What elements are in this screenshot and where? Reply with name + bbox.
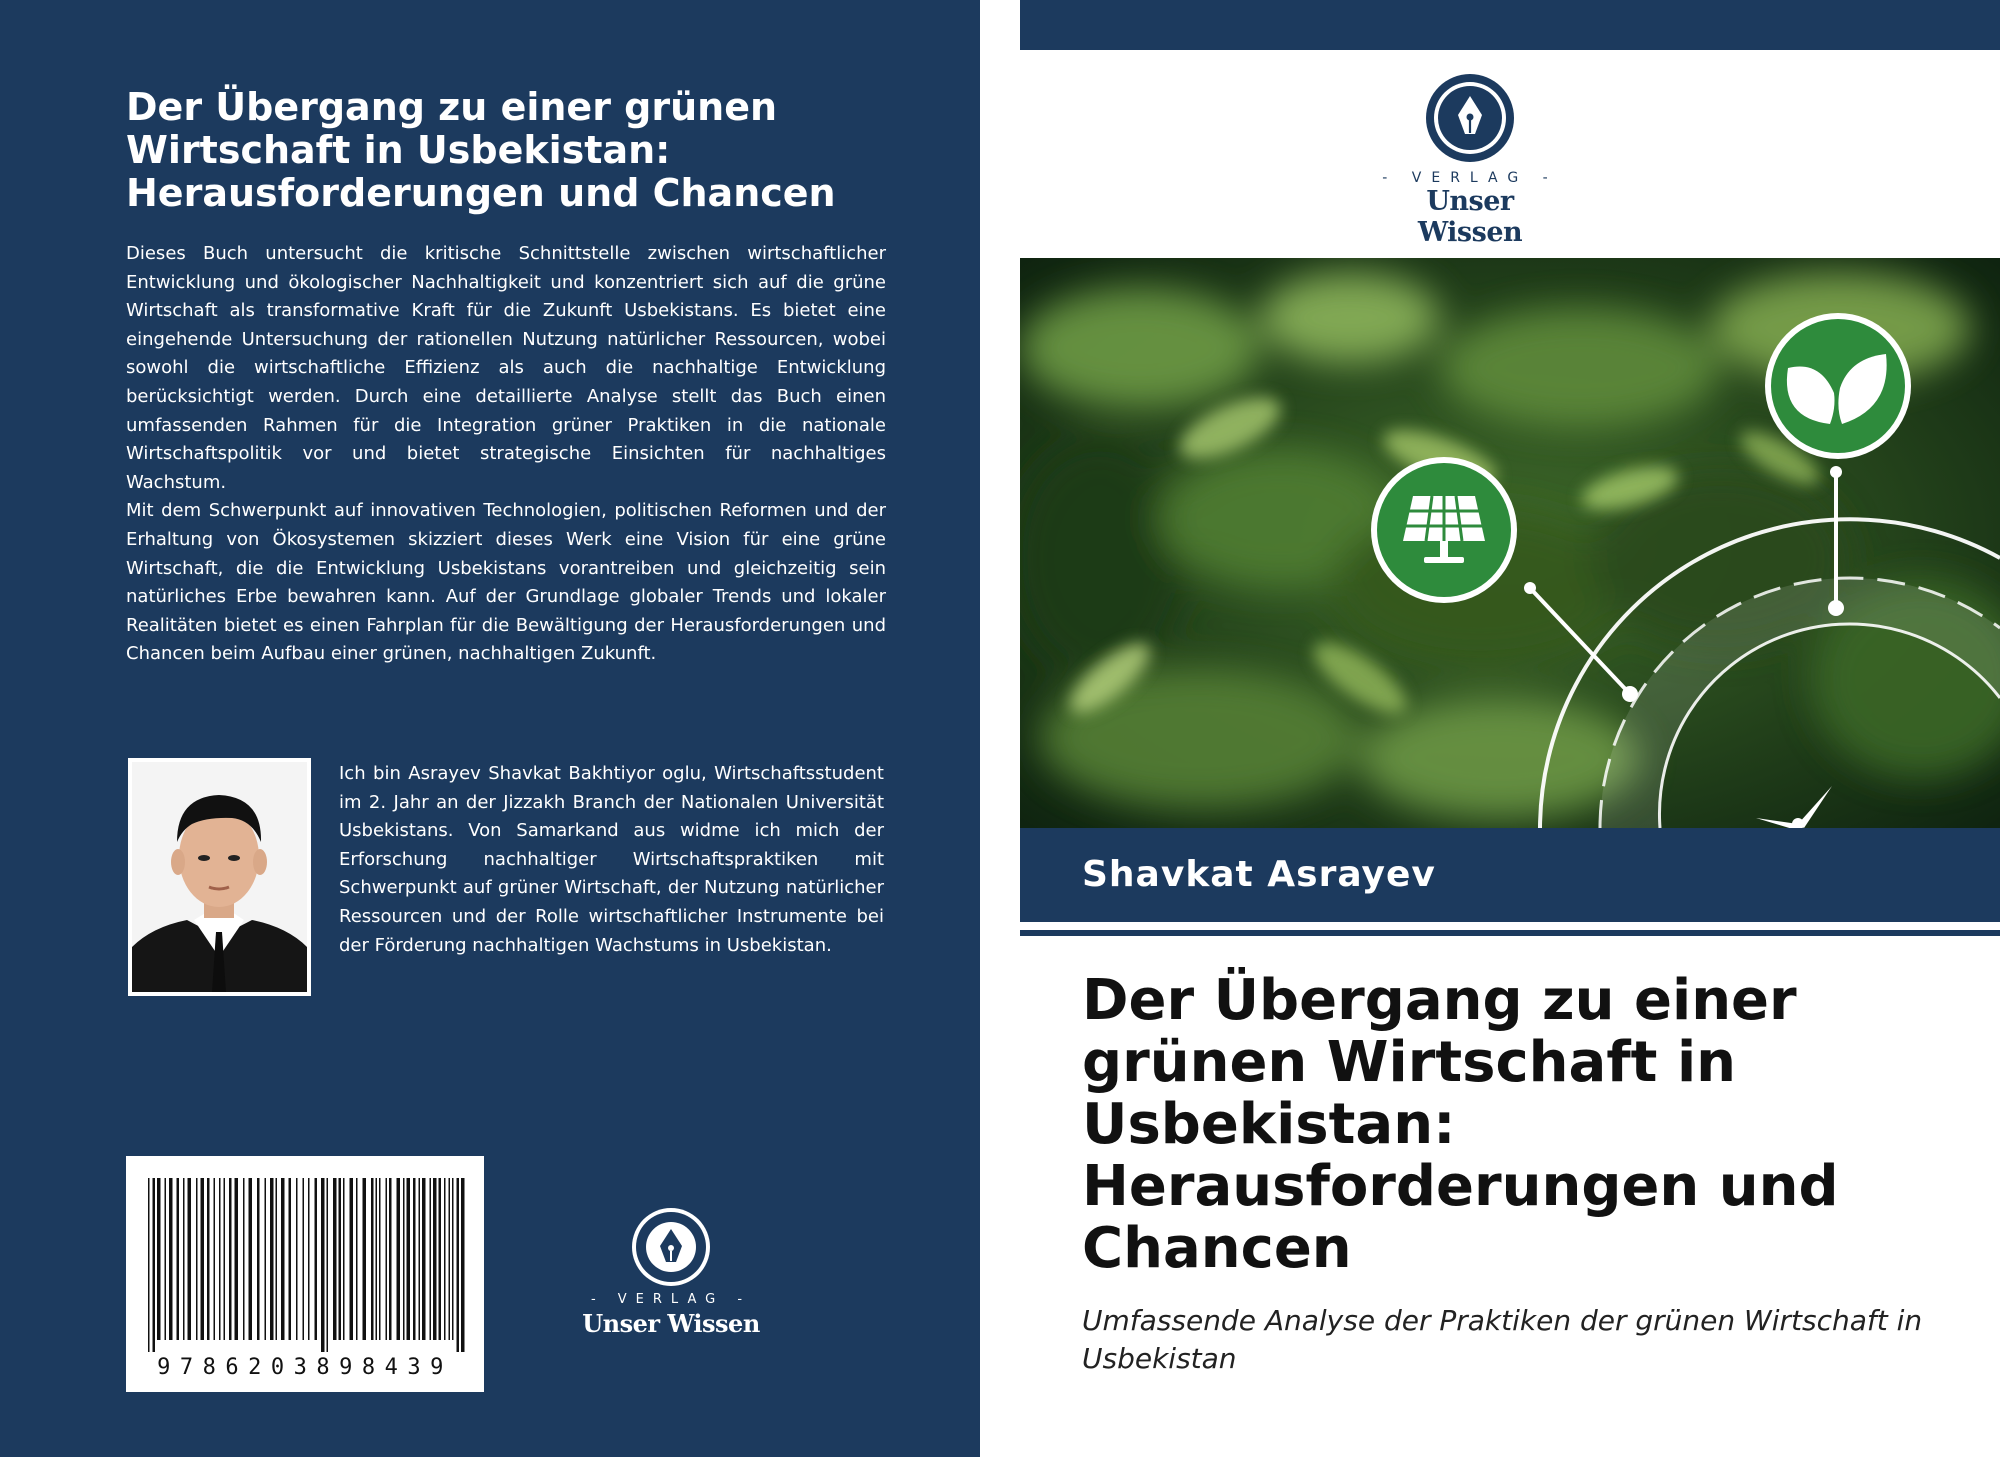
barcode-bar	[433, 1178, 437, 1340]
front-logo-verlag: - VERLAG -	[1382, 170, 1558, 186]
front-title: Der Übergang zu einer grünen Wirtschaft in Usbekistan: Herausforderungen und Chancen	[1082, 968, 1839, 1281]
barcode-bar	[457, 1178, 460, 1352]
front-subtitle: Umfassende Analyse der Praktiken der grünen Wirtschaft in Usbekistan	[1082, 1304, 1923, 1375]
barcode-bar	[165, 1178, 167, 1340]
barcode-bar	[339, 1178, 342, 1340]
barcode-bar	[177, 1178, 180, 1340]
front-publisher-logo	[1370, 72, 1570, 248]
back-blurb	[126, 240, 886, 669]
barcode-bar	[196, 1178, 198, 1340]
barcode-bar	[449, 1178, 451, 1340]
barcode-bar	[224, 1178, 226, 1340]
barcode-bar	[148, 1178, 150, 1352]
back-cover	[0, 0, 980, 1457]
barcode-bar	[376, 1178, 378, 1340]
back-logo-brand: Unser Wissen	[582, 1309, 760, 1338]
barcode-bar	[397, 1178, 401, 1340]
barcode-bar	[379, 1178, 381, 1340]
barcode-bar	[343, 1178, 345, 1340]
barcode-bar	[219, 1178, 221, 1340]
barcode-bar	[452, 1178, 454, 1340]
front-logo-brand: Unser Wissen	[1417, 186, 1523, 248]
barcode-bar	[413, 1178, 416, 1340]
barcode-bar	[327, 1178, 329, 1352]
barcode-bar	[235, 1178, 239, 1340]
barcode-bar	[169, 1178, 173, 1340]
back-publisher-logo	[566, 1206, 776, 1338]
back-title: Der Übergang zu einer grünen Wirtschaft in Usbekistan: Herausforderungen und Chancen	[126, 85, 836, 215]
barcode-bar	[363, 1178, 367, 1340]
barcode-bar	[243, 1178, 245, 1340]
author-photo	[128, 758, 311, 996]
barcode-bar	[296, 1178, 298, 1340]
barcode-bar	[276, 1178, 278, 1340]
barcode-bar	[214, 1178, 216, 1340]
blurb-paragraph-2: Mit dem Schwerpunkt auf innovativen Technologien, politischen Reformen und der Erhaltung von Ökosystemen skizziert dieses Werk eine Vision für eine grüne Wirtschaft, die die Entwicklung Usbekistans vorantreiben und gleichzeitig sein natürliches Erbe bewahren kann. Auf der Grundlage globaler Trends und lokaler Realitäten bietet es einen Fahrplan für die Bewältigung der Herausforderungen und Chancen beim Aufbau einer grünen, nachhaltigen Zukunft.	[126, 500, 886, 665]
spine	[980, 0, 1020, 1457]
barcode-bar	[461, 1178, 465, 1352]
leaf-icon	[1765, 313, 1911, 459]
cover-image	[1020, 258, 2000, 828]
author-bio: Ich bin Asrayev Shavkat Bakhtiyor oglu, Wirtschaftsstudent im 2. Jahr an der Jizzakh Branch der Nationalen Universität Usbekistans. Von Samarkand aus widme ich mich der Erforschung nachhaltiger Wirtschaftspraktiken mit Schwerpunkt auf grüner Wirtschaft, der Nutzung natürlicher Ressourcen und der Rolle wirtschaftlicher Instrumente bei der Förderung nachhaltigen Wachstums in Usbekistan.	[339, 763, 884, 956]
barcode-bar	[207, 1178, 210, 1340]
barcode-bar	[419, 1178, 421, 1340]
barcode-bar	[303, 1178, 305, 1340]
publisher-seal-icon	[630, 1206, 712, 1288]
barcode-bar	[289, 1178, 292, 1340]
barcode-bar	[308, 1178, 310, 1340]
barcode-bar	[315, 1178, 318, 1340]
barcode-bar	[257, 1178, 260, 1340]
barcode-bar	[201, 1178, 205, 1340]
barcode-bar	[265, 1178, 267, 1340]
barcode-bar	[439, 1178, 442, 1340]
barcode-bar	[183, 1178, 185, 1340]
back-logo-verlag: - VERLAG -	[590, 1292, 752, 1307]
isbn-barcode	[126, 1156, 484, 1392]
green-economy-illustration	[1020, 258, 2000, 828]
barcode-bar	[270, 1178, 274, 1340]
front-top-bar	[1020, 0, 2000, 50]
barcode-bar	[356, 1178, 358, 1340]
barcode-bar	[229, 1178, 232, 1340]
barcode-bar	[430, 1178, 432, 1340]
barcode-bar	[371, 1178, 374, 1340]
barcode-bar	[153, 1178, 156, 1352]
barcode-bar	[444, 1178, 446, 1340]
barcode-bar	[321, 1178, 325, 1352]
publisher-seal-icon	[1424, 72, 1516, 164]
barcode-bar	[389, 1178, 392, 1340]
barcode-bar	[407, 1178, 411, 1340]
author-portrait-icon	[132, 762, 307, 992]
barcode-bar	[249, 1178, 253, 1340]
barcode-bar	[422, 1178, 426, 1340]
band-rule	[1020, 930, 2000, 936]
barcode-bar	[403, 1178, 405, 1340]
solar-panel-icon	[1371, 457, 1517, 603]
author-band	[1020, 828, 2000, 922]
barcode-bar	[188, 1178, 192, 1340]
blurb-paragraph-1: Dieses Buch untersucht die kritische Schnittstelle zwischen wirtschaftlicher Entwicklung und ökologischer Nachhaltigkeit und konzentriert sich auf die grüne Wirtschaft als transformative Kraft für die Zukunft Usbekistans. Es bietet eine eingehende Untersuchung der rationellen Nutzung natürlicher Ressourcen, wobei sowohl die wirtschaftliche Effizienz als auch die nachhaltige Entwicklung berücksichtigt werden. Durch eine detaillierte Analyse stellt das Buch einen umfassenden Rahmen für die Integration grüner Praktiken in die nationale Wirtschaftspolitik vor und bietet strategische Einsichten für nachhaltiges Wachstum.	[126, 243, 886, 493]
barcode-bar	[386, 1178, 388, 1340]
author-name: Shavkat Asrayev	[1082, 854, 1436, 895]
barcode-bar	[157, 1178, 161, 1340]
front-cover	[1020, 0, 2000, 1457]
isbn-digits: 9786203898439	[157, 1355, 453, 1380]
barcode-bar	[350, 1178, 354, 1340]
barcode-bar	[333, 1178, 337, 1340]
barcode-bar	[281, 1178, 285, 1340]
